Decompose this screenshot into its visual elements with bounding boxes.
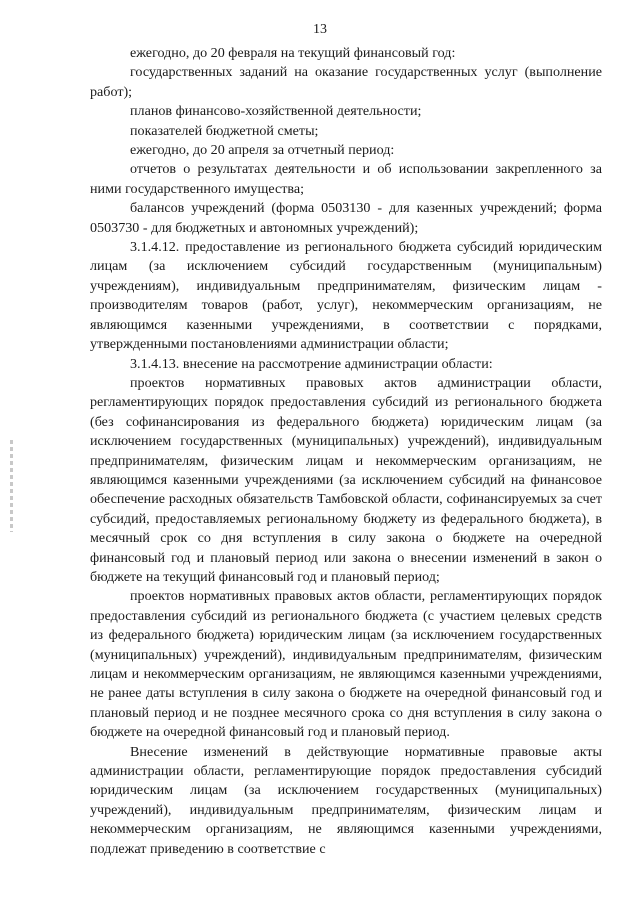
document-body <box>90 44 602 859</box>
page-number: 13 <box>313 22 327 37</box>
paragraph-clause-3-1-4-13: 3.1.4.13. внесение на рассмотрение администрации области: <box>130 355 493 372</box>
paragraph-balance-sheets: балансов учреждений (форма 0503130 - для казенных учреждений; форма 0503730 - для бюджетных и автономных учреждений); <box>90 200 602 236</box>
paragraph-amendments: Внесение изменений в действующие нормативные правовые акты администрации области, регламентирующие порядок предоставления субсидий юридическим лицам (за исключением государственных (муниципальных) учреждений), индивидуальным предпринимателям, физическим лицам и некоммерческим организациям, не являющимся казенными учреждениями, подлежат приведению в соответствие с <box>90 743 602 857</box>
paragraph-clause-3-1-4-12: 3.1.4.12. предоставление из регионального бюджета субсидий юридическим лицам (за исключением субсидий государственным (муниципальным) учреждениям), индивидуальным предпринимателям, физическим лицам - производителям товаров (работ, услуг), некоммерческим организациям, не являющимся казенными учреждениями, в соответствии с порядками, утвержденными постановлениями администрации области; <box>90 239 602 353</box>
paragraph-deadline-february: ежегодно, до 20 февраля на текущий финансовый год: <box>130 45 456 61</box>
paragraph-draft-acts-administration: проектов нормативных правовых актов администрации области, регламентирующих порядок предоставления субсидий из регионального бюджета (без софинансирования из федерального бюджета) юридическим лицам (за исключением государственных (муниципальных) учреждений), индивидуальным предпринимателям, физическим лицам и некоммерческим организациям, не являющимся казенными учреждениями (за исключением субсидий на финансовое обеспечение расходных обязательств Тамбовской области, софинансируемых за счет субсидий, предоставляемых региональному бюджету из федерального бюджета), в месячный срок со дня вступления в силу закона о бюджете на очередной финансовый год и плановый период или закона о внесении изменений в закон о бюджете на текущий финансовый год и плановый период; <box>90 374 602 585</box>
margin-scan-mark <box>10 440 13 532</box>
paragraph-deadline-april: ежегодно, до 20 апреля за отчетный период: <box>130 142 395 159</box>
paragraph-draft-acts-region: проектов нормативных правовых актов области, регламентирующих порядок предоставления субсидий из регионального бюджета (с участием целевых средств из федерального бюджета) юридическим лицам (за исключением государственных (муниципальных) учреждений), индивидуальным предпринимателям, физическим лицам и некоммерческим организациям, не являющимся казенными учреждениями, не ранее даты вступления в силу закона о бюджете на очередной финансовый год и плановый период и не позднее месячного срока со дня вступления в силу закона о бюджете на очередной финансовый год и плановый период. <box>90 588 602 741</box>
paragraph-budget-estimate: показателей бюджетной сметы; <box>130 122 319 139</box>
paragraph-state-tasks: государственных заданий на оказание государственных услуг (выполнение работ); <box>90 64 602 100</box>
paragraph-activity-reports: отчетов о результатах деятельности и об использовании закрепленного за ними государственного имущества; <box>90 161 602 197</box>
paragraph-financial-plans: планов финансово-хозяйственной деятельности; <box>130 103 422 120</box>
